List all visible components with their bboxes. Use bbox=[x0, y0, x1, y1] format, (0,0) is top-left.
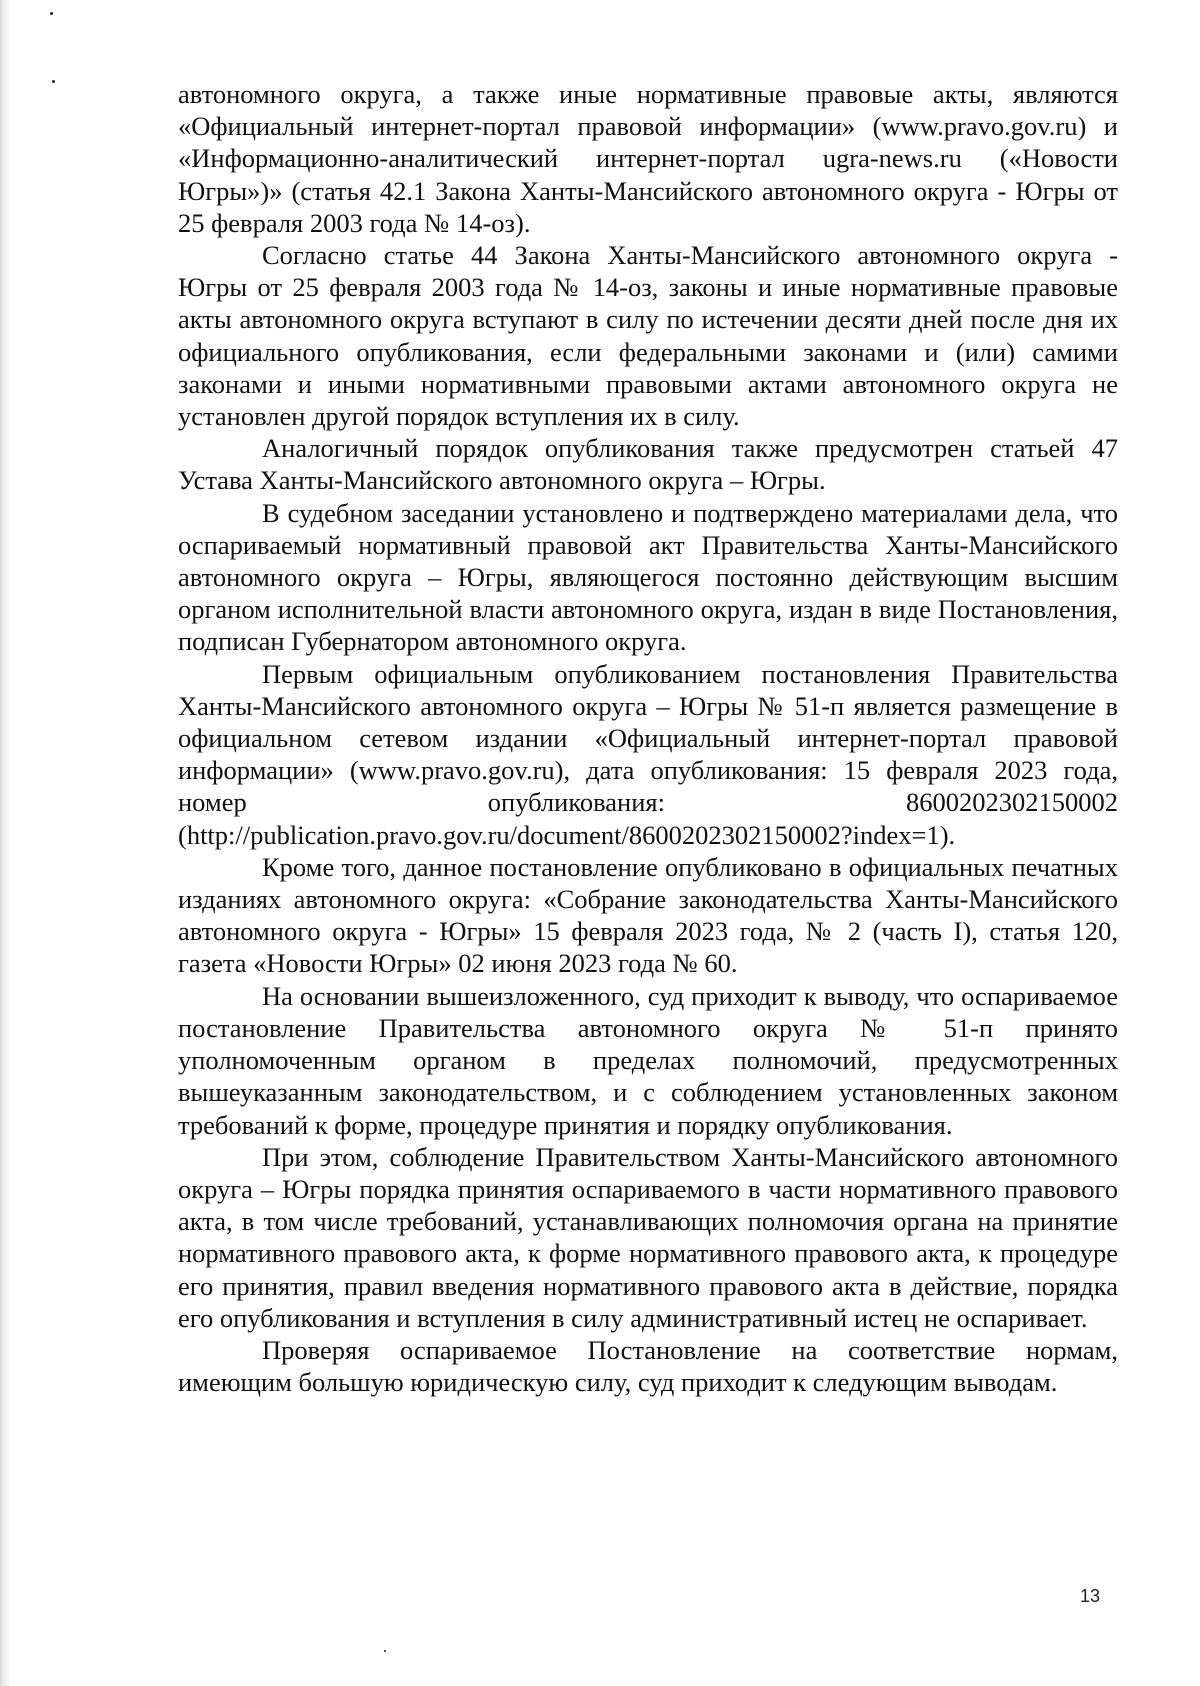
paragraph: Аналогичный порядок опубликования также предусмотрен статьей 47 Устава Ханты-Мансийского автономного округа – Югры. bbox=[178, 433, 1118, 496]
paragraph: Согласно статье 44 Закона Ханты-Мансийского автономного округа - Югры от 25 февраля 2003 года № 14-оз, законы и иные нормативные правовые акты автономного округа вступают в силу по истечении десяти дней после дня их официального опубликования, если федеральными законами и (или) самими законами и иными нормативными правовыми актами автономного округа не установлен другой порядок вступления их в силу. bbox=[178, 240, 1118, 432]
paragraph: Кроме того, данное постановление опубликовано в официальных печатных изданиях автономного округа: «Собрание законодательства Ханты-Мансийского автономного округа - Югры» 15 февраля 2023 года, № 2 (часть I), статья 120, газета «Новости Югры» 02 июня 2023 года № 60. bbox=[178, 851, 1118, 979]
document-body bbox=[178, 78, 1118, 1398]
paragraph: При этом, соблюдение Правительством Ханты-Мансийского автономного округа – Югры порядка принятия оспариваемого в части нормативного правового акта, в том числе требований, устанавливающих полномочия органа на принятие нормативного правового акта, к форме нормативного правового акта, к процедуре его принятия, правил введения нормативного правового акта в действие, порядка его опубликования и вступления в силу административный истец не оспаривает. bbox=[178, 1141, 1118, 1333]
scan-speck bbox=[384, 1650, 386, 1652]
scan-speck bbox=[50, 12, 53, 15]
page-number: 13 bbox=[1080, 1586, 1101, 1606]
paragraph: Первым официальным опубликованием постановления Правительства Ханты-Мансийского автономного округа – Югры № 51-п является размещение в официальном сетевом издании «Официальный интернет-портал правовой информации» (www.pravo.gov.ru), дата опубликования: 15 февраля 2023 года, номер опубликования: 8600202302150002 (http://publication.pravo.gov.ru/document/8600202302150002?index=1). bbox=[178, 658, 1118, 850]
paragraph: На основании вышеизложенного, суд приходит к выводу, что оспариваемое постановление Правительства автономного округа № 51-п принято уполномоченным органом в пределах полномочий, предусмотренных вышеуказанным законодательством, и с соблюдением установленных законом требований к форме, процедуре принятия и порядку опубликования. bbox=[178, 980, 1118, 1140]
paragraph: автономного округа, а также иные нормативные правовые акты, являются «Официальный интернет-портал правовой информации» (www.pravo.gov.ru) и «Информационно-аналитический интернет-портал ugra-news.ru («Новости Югры»)» (статья 42.1 Закона Ханты-Мансийского автономного округа - Югры от 25 февраля 2003 года № 14-оз). bbox=[178, 79, 1118, 238]
paragraph: В судебном заседании установлено и подтверждено материалами дела, что оспариваемый нормативный правовой акт Правительства Ханты-Мансийского автономного округа – Югры, являющегося постоянно действующим высшим органом исполнительной власти автономного округа, издан в виде Постановления, подписан Губернатором автономного округа. bbox=[178, 497, 1118, 657]
scan-edge-shadow bbox=[0, 0, 10, 1686]
paragraph: Проверяя оспариваемое Постановление на соответствие нормам, имеющим большую юридическую силу, суд приходит к следующим выводам. bbox=[178, 1334, 1118, 1398]
scan-speck bbox=[52, 80, 55, 83]
